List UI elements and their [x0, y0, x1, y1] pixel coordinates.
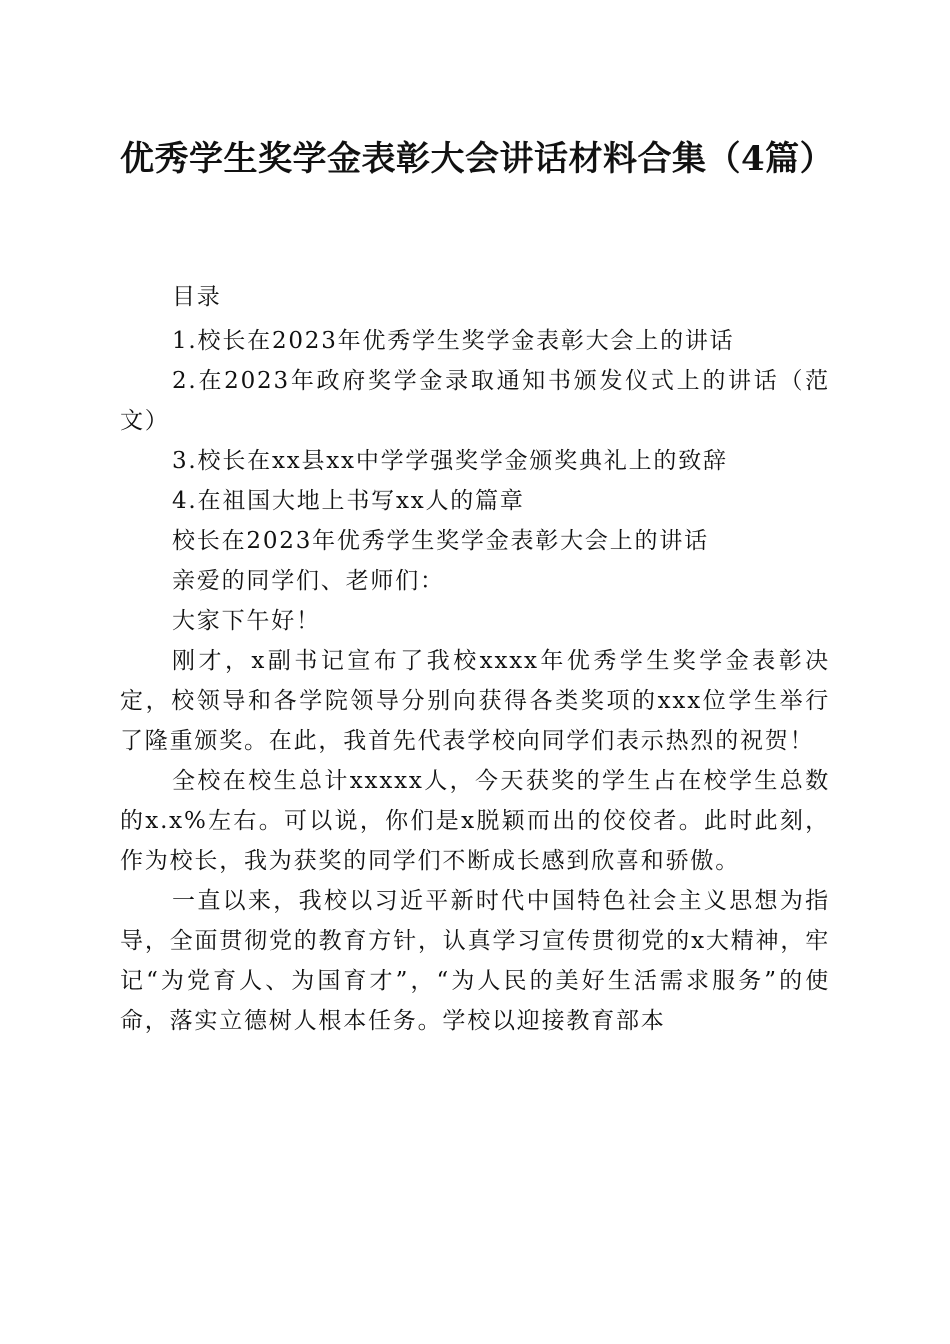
- toc-item-4: 4.在祖国大地上书写xx人的篇章: [172, 488, 525, 514]
- greeting: 亲爱的同学们、老师们：: [172, 568, 445, 594]
- body-paragraph-3: 一直以来，我校以习近平新时代中国特色社会主义思想为指导，全面贯彻党的教育方针，认真学习宣传贯彻党的x大精神，牢记“为党育人、为国育才”，“为人民的美好生活需求服务”的使命，落实立德树人根本任务。学校以迎接教育部本: [120, 888, 830, 1034]
- toc-item-1: 1.校长在2023年优秀学生奖学金表彰大会上的讲话: [172, 328, 735, 354]
- document-title: 优秀学生奖学金表彰大会讲话材料合集（4篇）: [120, 139, 835, 179]
- salutation: 大家下午好！: [172, 608, 321, 634]
- document-body: [120, 277, 830, 1041]
- speech-title: 校长在2023年优秀学生奖学金表彰大会上的讲话: [172, 528, 709, 554]
- toc-item-2: 2.在2023年政府奖学金录取通知书颁发仪式上的讲话（范文）: [120, 368, 830, 434]
- toc-heading: 目录: [172, 284, 222, 310]
- body-paragraph-1: 刚才，x副书记宣布了我校xxxx年优秀学生奖学金表彰决定，校领导和各学院领导分别向获得各类奖项的xxx位学生举行了隆重颁奖。在此，我首先代表学校向同学们表示热烈的祝贺！: [120, 648, 830, 754]
- body-paragraph-2: 全校在校生总计xxxxx人，今天获奖的学生占在校学生总数的x.x%左右。可以说，你们是x脱颖而出的佼佼者。此时此刻，作为校长，我为获奖的同学们不断成长感到欣喜和骄傲。: [120, 768, 830, 874]
- toc-item-3: 3.校长在xx县xx中学学强奖学金颁奖典礼上的致辞: [172, 448, 728, 474]
